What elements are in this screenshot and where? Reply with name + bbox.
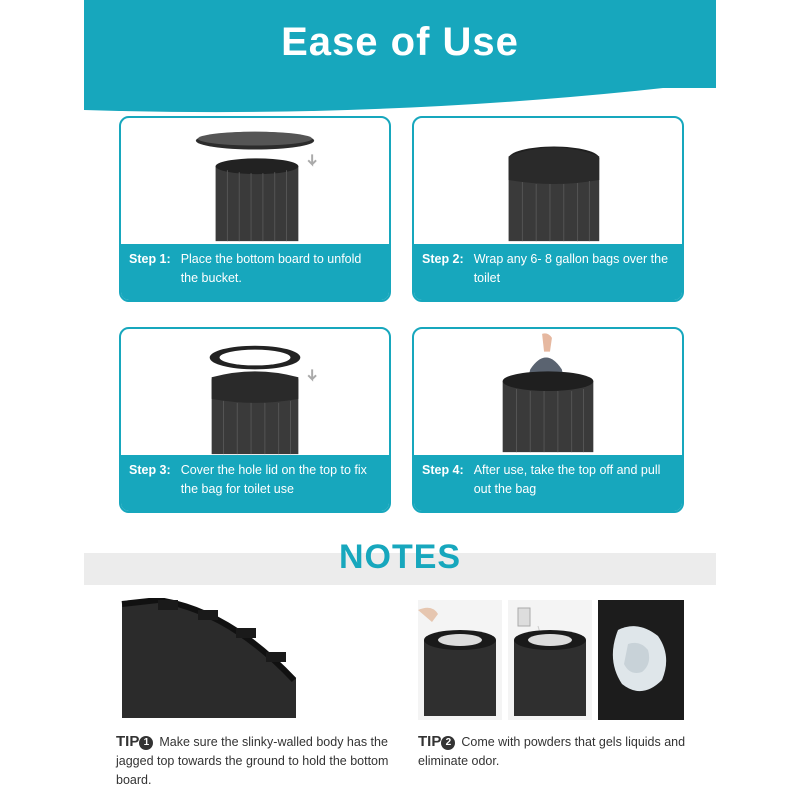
powder-photo-2 [508, 600, 592, 720]
step-3-label: Step 3: [129, 463, 171, 477]
step-2-label: Step 2: [422, 252, 464, 266]
step-card-3 [119, 327, 391, 513]
step-4-caption [414, 455, 682, 511]
tip-2-number: 2 [441, 736, 455, 750]
step-card-4 [412, 327, 684, 513]
step-1-caption [121, 244, 389, 300]
step-4-text: After use, take the top off and pull out the bag [473, 463, 661, 496]
step-4-illustration [414, 329, 682, 459]
step-2-caption [414, 244, 682, 300]
step-1-illustration [121, 118, 389, 248]
step-2-text: Wrap any 6- 8 gallon bags over the toilet [473, 252, 669, 285]
step-card-1 [119, 116, 391, 302]
step-3-illustration [121, 329, 389, 459]
page-title: Ease of Use [281, 20, 519, 64]
step-4-label: Step 4: [422, 463, 464, 477]
powder-photo-1 [418, 600, 502, 720]
tip-2-text: Come with powders that gels liquids and eliminate odor. [418, 735, 686, 768]
tip-1-text: Make sure the slinky-walled body has the jagged top towards the ground to hold the bottom board. [116, 735, 389, 787]
tip-1 [116, 732, 406, 790]
step-3-text: Cover the hole lid on the top to fix the bag for toilet use [180, 463, 367, 496]
step-2-illustration [414, 118, 682, 248]
step-1-label: Step 1: [129, 252, 171, 266]
gel-photo [598, 600, 684, 720]
step-1-text: Place the bottom board to unfold the bucket. [180, 252, 362, 285]
step-3-caption [121, 455, 389, 511]
tip-1-number: 1 [139, 736, 153, 750]
tip-1-label: TIP [116, 733, 140, 750]
bottom-board-photo [118, 598, 300, 718]
header-curve [84, 80, 716, 120]
tip-2 [418, 732, 708, 771]
tip-2-label: TIP [418, 733, 442, 750]
step-card-2 [412, 116, 684, 302]
notes-title: NOTES [338, 538, 462, 576]
